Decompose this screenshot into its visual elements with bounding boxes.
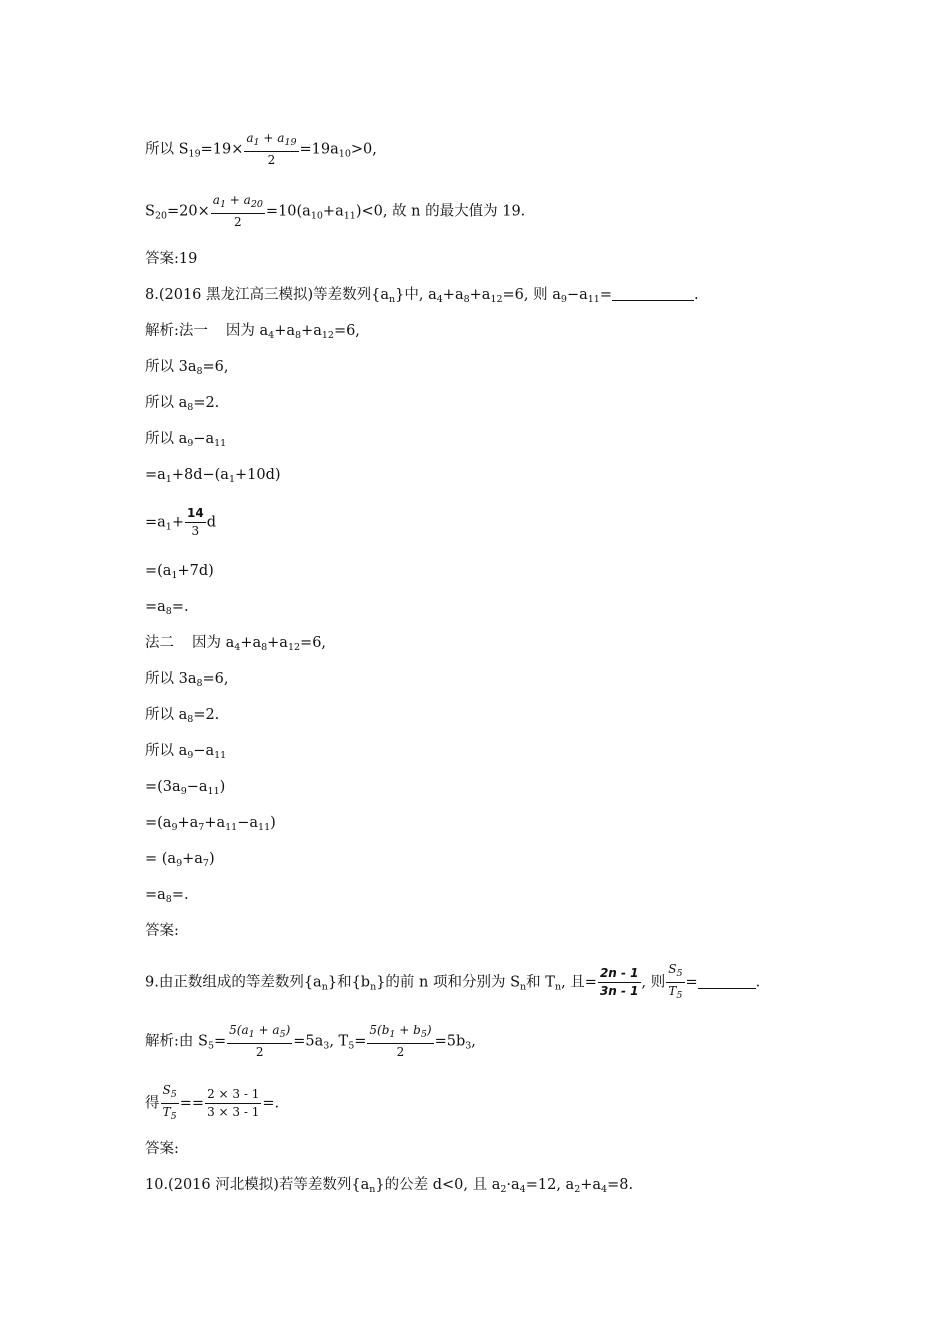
- text: =.: [171, 599, 189, 615]
- text: 所以 a: [145, 395, 188, 411]
- text: 所以 a: [145, 743, 188, 759]
- subscript: 8: [295, 330, 302, 341]
- text-line: [145, 357, 229, 382]
- text-line: [145, 849, 215, 874]
- text: }中, a: [395, 287, 437, 303]
- subscript: 8: [165, 894, 172, 905]
- text: 8.(2016 黑龙江高三模拟)等差数列{a: [145, 287, 390, 303]
- text: =: [354, 1033, 367, 1050]
- text: ,: [471, 1033, 476, 1050]
- text: 解析:由 S: [145, 1033, 208, 1050]
- text: a: [246, 131, 254, 145]
- text: + a: [225, 193, 251, 207]
- subscript: n: [389, 294, 396, 305]
- answer-blank[interactable]: [698, 974, 756, 989]
- text: ): [270, 815, 276, 831]
- subscript: 7: [202, 858, 209, 869]
- subscript: 9: [560, 294, 567, 305]
- text: 所以 S: [145, 141, 189, 158]
- subscript: 19: [284, 137, 297, 148]
- text: =6, 则 a: [502, 287, 561, 303]
- answer-line: [145, 921, 179, 941]
- text: +a: [322, 203, 344, 220]
- text: =a: [145, 467, 166, 483]
- fraction: [367, 1023, 433, 1060]
- text: S: [668, 962, 677, 976]
- text: =a: [145, 599, 166, 615]
- text: 和 T: [526, 974, 555, 991]
- text: 因为 a: [192, 635, 235, 651]
- subscript: 5: [348, 1040, 355, 1052]
- text-line: [145, 633, 326, 658]
- subscript: 12: [490, 294, 503, 305]
- text: , T: [329, 1033, 349, 1050]
- subscript: 4: [519, 1184, 526, 1195]
- text: +a: [301, 323, 322, 339]
- text: =12, a: [525, 1177, 575, 1193]
- subscript: 5: [279, 1029, 286, 1040]
- question-10: [145, 1175, 633, 1200]
- text: =5b: [434, 1033, 466, 1050]
- subscript: 1: [171, 570, 178, 581]
- text: 所以 3a: [145, 359, 197, 375]
- subscript: 9: [180, 786, 187, 797]
- subscript: n: [369, 1184, 376, 1195]
- text: +a: [442, 287, 464, 303]
- text: 答案:19: [145, 251, 198, 267]
- text: 9.由正数组成的等差数列{a: [145, 974, 322, 991]
- text: , 则: [641, 974, 666, 991]
- numerator: 14: [185, 506, 206, 523]
- subscript: n: [520, 981, 527, 993]
- text: 答案:: [145, 1141, 179, 1157]
- subscript: 11: [587, 294, 600, 305]
- text: a: [212, 193, 220, 207]
- subscript: 1: [165, 521, 172, 533]
- text: .: [755, 974, 761, 991]
- text: +a: [274, 323, 295, 339]
- subscript: 8: [187, 402, 194, 413]
- text: 得: [145, 1095, 160, 1112]
- subscript: 5: [676, 968, 683, 979]
- subscript: 8: [261, 642, 268, 653]
- subscript: 11: [343, 210, 356, 222]
- text: =: [685, 974, 698, 991]
- subscript: 11: [225, 822, 238, 833]
- question-8: [145, 285, 699, 310]
- text: =6,: [202, 359, 229, 375]
- text: −a: [237, 815, 259, 831]
- denominator: 3n - 1: [599, 984, 639, 998]
- text: +10d): [235, 467, 281, 483]
- subscript: 4: [234, 642, 241, 653]
- fraction: [161, 1083, 179, 1124]
- fraction: [227, 1023, 292, 1060]
- text: .: [693, 287, 699, 303]
- subscript: 8: [463, 294, 470, 305]
- text: ==: [179, 1095, 205, 1112]
- text: =: [213, 1033, 227, 1050]
- text: +a: [267, 635, 288, 651]
- subscript: 9: [176, 858, 183, 869]
- text: =(3a: [145, 779, 181, 795]
- subscript: 3: [465, 1040, 472, 1052]
- fraction: [211, 193, 265, 230]
- subscript: n: [554, 981, 562, 993]
- text: }的前 n 项和分别为 S: [376, 974, 521, 991]
- text: +: [171, 514, 184, 531]
- text: +a: [177, 815, 199, 831]
- text: =6,: [333, 323, 360, 339]
- subscript: 20: [250, 199, 263, 210]
- text-line: [145, 1083, 279, 1124]
- subscript: n: [321, 981, 328, 993]
- text: −a: [193, 431, 215, 447]
- text: 10.(2016 河北模拟)若等差数列{a: [145, 1177, 370, 1193]
- subscript: 8: [196, 678, 203, 689]
- subscript: 5: [676, 990, 683, 1001]
- answer-line: [145, 249, 197, 269]
- subscript: 9: [187, 750, 194, 761]
- text: =2.: [193, 707, 220, 723]
- subscript: 5: [170, 1111, 177, 1122]
- text-line: [145, 465, 281, 490]
- text: =19×: [200, 141, 244, 158]
- subscript: 9: [187, 438, 194, 449]
- denominator: 3 × 3 - 1: [207, 1105, 260, 1119]
- text-line: [145, 131, 377, 168]
- text-line: [145, 777, 225, 802]
- text: 答案:: [145, 923, 179, 939]
- text: =5a: [293, 1033, 324, 1050]
- text: +a: [469, 287, 491, 303]
- numerator: 2n - 1: [598, 966, 641, 983]
- text: −a: [193, 743, 215, 759]
- text: 5(b: [369, 1023, 390, 1037]
- text: −a: [566, 287, 588, 303]
- text: −a: [186, 779, 208, 795]
- text: , 且=: [561, 974, 597, 991]
- text-line: [145, 705, 219, 730]
- text-line: [145, 597, 189, 622]
- denominator: 2: [234, 215, 242, 229]
- denominator: 2: [255, 1045, 264, 1059]
- text: 5(a: [229, 1023, 249, 1037]
- text-line: [145, 193, 525, 230]
- subscript: n: [370, 981, 377, 993]
- text: 所以 a: [145, 431, 188, 447]
- subscript: 5: [420, 1029, 427, 1040]
- subscript: 5: [207, 1040, 214, 1052]
- subscript: 2: [574, 1184, 581, 1195]
- text: T: [162, 1105, 171, 1119]
- text: +a: [204, 815, 226, 831]
- answer-line: [145, 1139, 179, 1159]
- subscript: 8: [187, 714, 194, 725]
- text: =8.: [607, 1177, 634, 1193]
- text: +a: [182, 851, 203, 867]
- text: =.: [171, 887, 189, 903]
- text: = (a: [145, 851, 177, 867]
- text: 因为 a: [225, 323, 269, 339]
- text: =: [599, 287, 612, 303]
- numerator: 2 × 3 - 1: [205, 1087, 261, 1104]
- subscript: 9: [171, 822, 178, 833]
- text-line: [145, 669, 229, 694]
- text: =10(a: [265, 203, 311, 220]
- text: =(a: [145, 815, 172, 831]
- text: =2.: [193, 395, 220, 411]
- subscript: 4: [601, 1184, 608, 1195]
- text: T: [668, 984, 677, 998]
- text: 所以 a: [145, 707, 188, 723]
- text: ·a: [506, 1177, 520, 1193]
- text: +7d): [177, 563, 214, 579]
- subscript: 19: [188, 148, 201, 160]
- subscript: 12: [321, 330, 334, 341]
- subscript: 11: [214, 750, 227, 761]
- denominator: 2: [267, 153, 276, 167]
- text: d: [206, 514, 216, 531]
- text: 解析:法一: [145, 323, 208, 339]
- fraction: [205, 1087, 261, 1120]
- text: =.: [262, 1095, 280, 1112]
- text-line: [145, 393, 219, 418]
- subscript: 1: [389, 1029, 396, 1040]
- text: =a: [145, 887, 166, 903]
- subscript: 8: [165, 606, 172, 617]
- text-line: [145, 741, 226, 766]
- text: ): [208, 851, 215, 867]
- text: S: [145, 203, 155, 220]
- text: ): [285, 1023, 291, 1037]
- denominator: 3: [191, 524, 200, 538]
- subscript: 10: [310, 210, 323, 222]
- subscript: 2: [500, 1184, 507, 1195]
- text: + a: [254, 1023, 280, 1037]
- fraction: [598, 966, 641, 999]
- denominator: 2: [396, 1045, 405, 1059]
- subscript: 12: [287, 642, 301, 653]
- text: }和{b: [327, 974, 371, 991]
- text: ): [219, 779, 226, 795]
- subscript: 3: [323, 1040, 330, 1052]
- subscript: 1: [253, 137, 260, 148]
- text: =19a: [299, 141, 339, 158]
- answer-blank[interactable]: [612, 286, 694, 301]
- subscript: 11: [207, 786, 220, 797]
- subscript: 4: [268, 330, 275, 341]
- text: +a: [580, 1177, 602, 1193]
- subscript: 7: [198, 822, 205, 833]
- text: S: [162, 1083, 171, 1097]
- text: +8d−(a: [171, 467, 229, 483]
- text: >0,: [350, 141, 377, 158]
- subscript: 4: [436, 294, 443, 305]
- subscript: 5: [170, 1089, 177, 1100]
- text-line: [145, 885, 189, 910]
- text: =6,: [202, 671, 229, 687]
- text-line: [145, 321, 360, 346]
- subscript: 20: [154, 210, 168, 222]
- text: =20×: [167, 203, 210, 220]
- text: 法二: [145, 635, 174, 651]
- text: + a: [259, 131, 285, 145]
- text: + b: [395, 1023, 421, 1037]
- subscript: 1: [165, 474, 172, 485]
- text: 所以 3a: [145, 671, 197, 687]
- subscript: 1: [228, 474, 235, 485]
- subscript: 10: [338, 148, 351, 160]
- text: ): [426, 1023, 432, 1037]
- text: =(a: [145, 563, 172, 579]
- question-9: [145, 962, 760, 1003]
- subscript: 1: [219, 199, 226, 210]
- text: )<0, 故 n 的最大值为 19.: [355, 203, 526, 220]
- text: =a: [145, 514, 166, 531]
- text-line: [145, 561, 214, 586]
- text: =6,: [300, 635, 327, 651]
- text-line: [145, 1023, 476, 1060]
- fraction: [185, 506, 206, 539]
- fraction: [666, 962, 684, 1003]
- text-line: [145, 813, 276, 838]
- subscript: 1: [248, 1029, 255, 1040]
- text-line: [145, 506, 216, 539]
- text: +a: [240, 635, 262, 651]
- subscript: 11: [214, 438, 227, 449]
- text: }的公差 d<0, 且 a: [375, 1177, 501, 1193]
- fraction: [244, 131, 298, 168]
- text-line: [145, 429, 226, 454]
- subscript: 8: [196, 366, 203, 377]
- subscript: 11: [258, 822, 271, 833]
